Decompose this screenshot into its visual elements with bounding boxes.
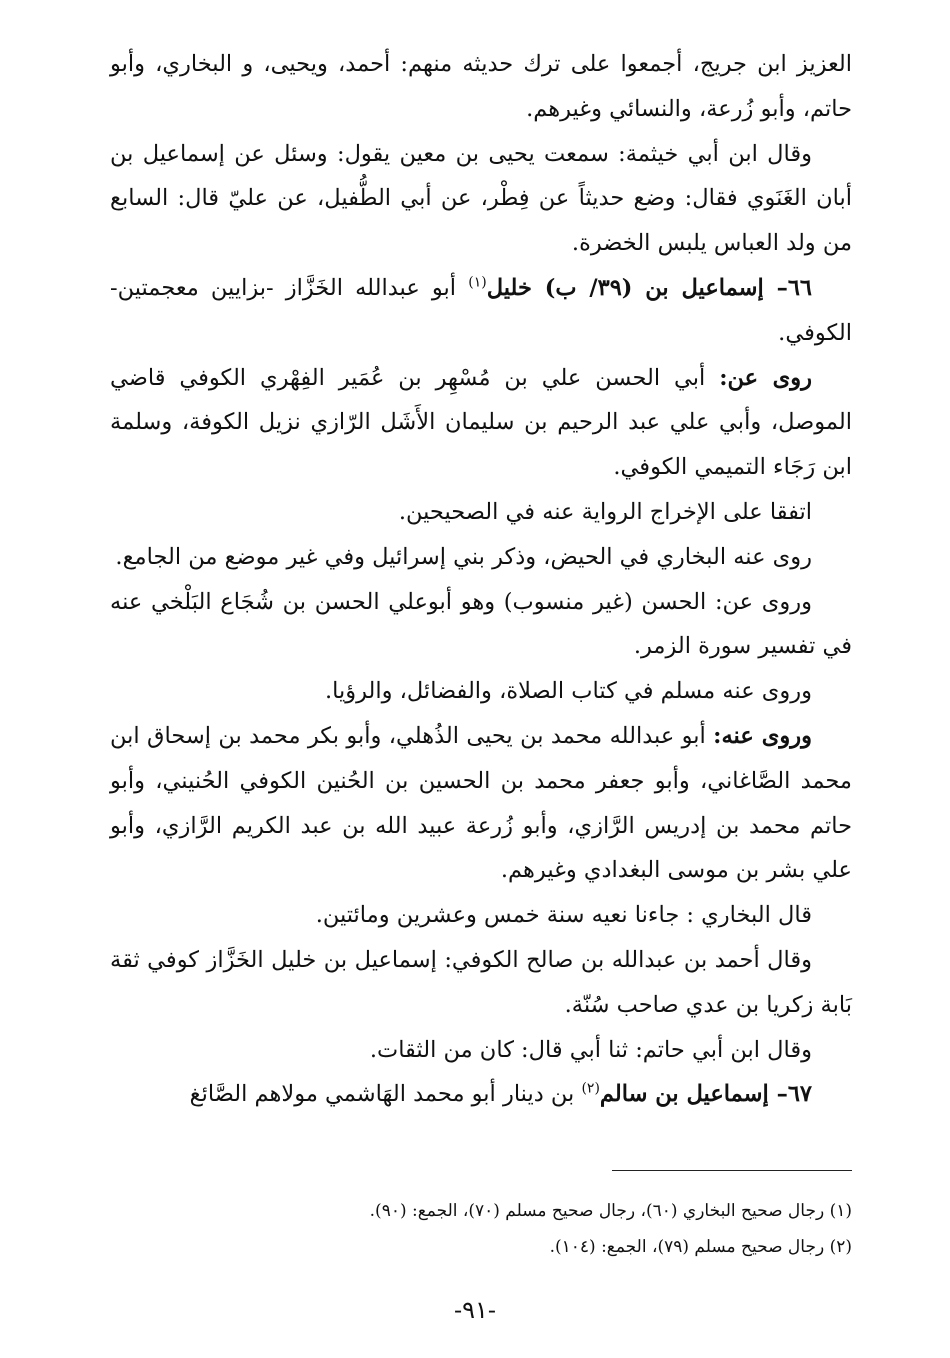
paragraph: [110, 42, 852, 132]
paragraph: [110, 1028, 852, 1073]
footnote: (٢) رجال صحيح مسلم (٧٩)، الجمع: (١٠٤).: [549, 1237, 852, 1257]
footnote-reference: (٢): [581, 1080, 600, 1097]
paragraph-text: أبو عبدالله محمد بن يحيى الذُهلي، وأبو بكر محمد بن إسحاق ابن محمد الصَّاغاني، وأبو جعفر محمد بن الحسين بن الحُنين الكوفي الحُنيني، وأبو حاتم محمد بن إدريس الرَّازي، وأبو زُرعة عبيد الله بن عبد الكريم الرَّازي، وأبو علي بشر بن موسى البغدادي وغيرهم.: [110, 722, 852, 884]
paragraph-text: اتفقا على الإخراج الرواية عنه في الصحيحين.: [398, 498, 812, 525]
entry-heading: ٦٧– إسماعيل بن سالم: [599, 1081, 812, 1108]
paragraph-text: أبو عبدالله الخَزَّاز -بزايين معجمتين- الكوفي.: [110, 274, 852, 346]
paragraph: [110, 580, 852, 670]
paragraph-text: روى عنه البخاري في الحيض، وذكر بني إسرائيل وفي غير موضع من الجامع.: [115, 543, 812, 570]
paragraph-text: بن دينار أبو محمد الهَاشمي مولاهم الصَّائغ: [189, 1081, 582, 1108]
biography-entry-66: [110, 266, 852, 356]
paragraph-text: العزيز ابن جريج، أجمعوا على ترك حديثه منهم: أحمد، ويحيى، و البخاري، وأبو حاتم، وأبو زُرعة، والنسائي وغيرهم.: [110, 51, 852, 122]
paragraph: [110, 893, 852, 938]
footnotes: [110, 1193, 852, 1265]
paragraph: [110, 132, 852, 266]
footnote-separator: [612, 1170, 852, 1171]
paragraph: [110, 356, 852, 490]
paragraph-text: قال البخاري : جاءنا نعيه سنة خمس وعشرين ومائتين.: [315, 902, 812, 929]
paragraph: [110, 938, 852, 1028]
paragraph-text: أبي الحسن علي بن مُسْهِر بن عُمَير الفِهْري الكوفي قاضي الموصل، وأبي علي عبد الرحيم بن سليمان الأَشَل الرّازي نزيل الكوفة، وسلمة ابن رَجَاء التميمي الكوفي.: [110, 364, 852, 481]
main-text: [110, 42, 852, 1117]
paragraph-text: وقال ابن أبي حاتم: ثنا أبي قال: كان من الثقات.: [369, 1036, 812, 1063]
paragraph: [110, 669, 852, 714]
paragraph-text: وقال أحمد بن عبدالله بن صالح الكوفي: إسماعيل بن خليل الخَزَّاز كوفي ثقة بَابة زكريا بن عدي صاحب سُنّة.: [110, 946, 852, 1018]
paragraph: [110, 714, 852, 893]
page-number: -٩١-: [454, 1296, 496, 1324]
paragraph: [110, 535, 852, 580]
footnote-reference: (١): [468, 274, 487, 291]
paragraph-text: وروى عنه مسلم في كتاب الصلاة، والفضائل، والرؤيا.: [324, 678, 812, 705]
paragraph: [110, 490, 852, 535]
paragraph-text: وروى عن: الحسن (غير منسوب) وهو أبوعلي الحسن بن شُجَاع البَلْخي عنه في تفسير سورة الزمر.: [110, 588, 852, 660]
lead-phrase: روى عن:: [719, 364, 812, 391]
entry-heading: ٦٦– إسماعيل بن (٣٩/ ب) خليل: [486, 274, 812, 301]
footnote: (١) رجال صحيح البخاري (٦٠)، رجال صحيح مسلم (٧٠)، الجمع: (٩٠).: [369, 1201, 852, 1221]
lead-phrase: وروى عنه:: [713, 722, 813, 749]
paragraph-text: وقال ابن أبي خيثمة: سمعت يحيى بن معين يقول: وسئل عن إسماعيل بن أبان الغَنَوي فقال: وضع حديثاً عن فِطْر، عن أبي الطُّفيل، عن عليّ قال: السابع من ولد العباس يلبس الخضرة.: [110, 140, 852, 257]
biography-entry-67: [110, 1072, 852, 1117]
